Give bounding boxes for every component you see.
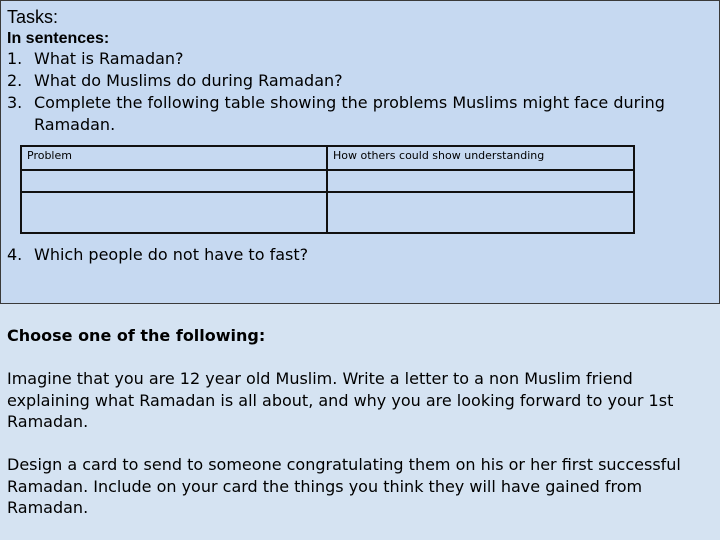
choose-heading: Choose one of the following:: [7, 326, 266, 345]
problems-table: [20, 145, 635, 234]
table-row: [21, 192, 634, 233]
table-header-understanding: How others could show understanding: [327, 146, 634, 170]
option-letter: Imagine that you are 12 year old Muslim. Write a letter to a non Muslim friend explaining what Ramadan is all about, and why you are looking forward to your 1st Ramadan.: [7, 369, 674, 431]
question-4: [7, 245, 308, 265]
table-header-row: [21, 146, 634, 170]
question-2: [7, 71, 343, 91]
table-cell: [327, 170, 634, 192]
question-number: 2.: [7, 71, 23, 90]
in-sentences-heading: In sentences:: [7, 30, 110, 47]
question-3: [7, 93, 665, 113]
question-text: Which people do not have to fast?: [34, 245, 309, 264]
question-3-continuation: Ramadan.: [34, 115, 116, 134]
table-cell: [21, 170, 327, 192]
option-card: Design a card to send to someone congratulating them on his or her first successful Ramadan. Include on your card the things you think they will have gained from Ramadan.: [7, 455, 681, 517]
question-text: What do Muslims do during Ramadan?: [34, 71, 343, 90]
table-cell: [21, 192, 327, 233]
question-text: What is Ramadan?: [34, 49, 184, 68]
table-cell: [327, 192, 634, 233]
question-text: Complete the following table showing the problems Muslims might face during: [34, 93, 665, 112]
question-1: [7, 49, 184, 69]
tasks-title: Tasks:: [7, 7, 59, 27]
question-number: 1.: [7, 49, 23, 68]
question-number: 4.: [7, 245, 23, 264]
question-number: 3.: [7, 93, 23, 112]
table-row: [21, 170, 634, 192]
table-header-problem: Problem: [21, 146, 327, 170]
